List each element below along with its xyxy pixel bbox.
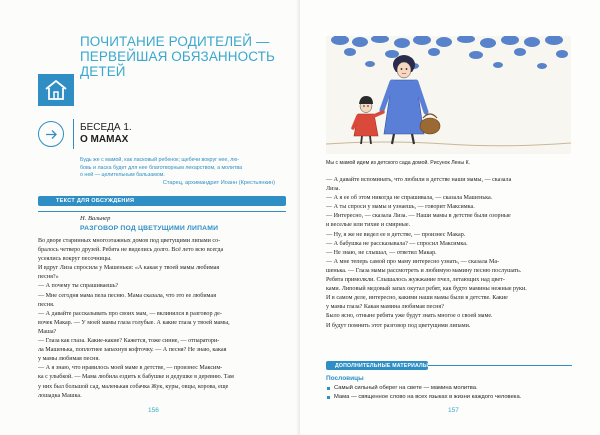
text-line: — Ну, я же не видел ее в детстве, — произнес Макар. xyxy=(326,231,466,238)
text-line: — А я знаю, что нравилось моей маме в детстве, — произнес Максим- xyxy=(38,365,223,372)
arrow-right-icon-circle xyxy=(38,121,64,147)
text-line: — А я ее об этом никогда не спрашивала, — сказала Машенька. xyxy=(326,195,493,202)
lesson-title xyxy=(80,122,132,146)
chapter-title xyxy=(80,34,290,79)
text-line: ка с улыбкой. — Мама любила ездить к бабушке и дедушке в деревню. Там xyxy=(38,374,234,381)
text-line: — Интересно, — сказала Лиза. — Наши мамы в детстве были озорные xyxy=(326,213,511,220)
list-item xyxy=(326,393,572,402)
arrow-right-icon xyxy=(45,128,58,141)
text-line: И будут помнить этот разговор под цветущими липами. xyxy=(326,322,471,329)
lesson-name: О МАМАХ xyxy=(80,134,129,145)
text-line: и веселые или тихие и смирные. xyxy=(326,222,411,229)
text-line: Маша? xyxy=(38,328,57,335)
section-divider xyxy=(38,211,286,212)
house-icon-box xyxy=(38,74,74,106)
epigraph-line: бовь и ласка будет для нее благотворным лекарством, а молитва xyxy=(80,164,243,171)
proverb-text: Мама — священное слово на всех языках в жизни каждого человека. xyxy=(334,394,522,400)
chapter-title-line: ПЕРВЕЙШАЯ ОБЯЗАННОСТЬ xyxy=(80,49,275,64)
text-line: — А бабушка не рассказывала? — спросил Максимка. xyxy=(326,240,468,247)
additional-materials-bar xyxy=(326,361,428,370)
text-line: у мамы глаза? Какая мамина любимая песня? xyxy=(326,304,444,311)
epigraph-line: Будь же с мамой, как ласковый ребенок; щебечи вокруг нее, лю- xyxy=(80,157,240,163)
chapter-title-line: ПОЧИТАНИЕ РОДИТЕЛЕЙ — xyxy=(80,34,270,49)
discussion-section-bar xyxy=(38,196,286,206)
proverbs-list xyxy=(326,384,572,402)
story-author: Н. Вальнер xyxy=(80,215,111,222)
text-line: — Не знаю, не слышал, — ответил Макар. xyxy=(326,249,437,256)
epigraph-line: о ней — целительным бальзамом. xyxy=(80,172,165,178)
epigraph xyxy=(80,157,285,180)
text-line: — Мне сегодня мама пела песню. Мама сказала, что это ее любимая xyxy=(38,292,216,299)
text-line: Во дворе старинных многоэтажных домов под цветущими липами со- xyxy=(38,238,221,244)
lesson-divider xyxy=(73,119,74,149)
left-body-text xyxy=(38,237,288,401)
text-line: бралось четверо друзей. Ребята не виделись долго. Всё лето всю всегда xyxy=(38,247,224,254)
bullet-icon xyxy=(327,396,330,399)
text-line: Лиза. xyxy=(326,186,341,193)
right-body-text xyxy=(326,176,572,331)
text-line: ками. Липовый медовый запах окутал ребят, как будто мамины нежные руки. xyxy=(326,286,527,293)
proverbs-heading: Пословицы xyxy=(326,375,364,382)
text-line: — Глаза как глаза. Какие-какие? Кажется, тоже синие, — отпаратори- xyxy=(38,338,220,345)
page-number: 156 xyxy=(148,407,159,414)
text-line: Ребята примолкли. Слышалось жужжание пчел, летающих над цвет- xyxy=(326,277,505,284)
drawing-mother-and-child xyxy=(326,36,571,154)
text-line: Было ясно, отныне ребята уже будут знать многое о своей маме. xyxy=(326,313,493,320)
story-title: РАЗГОВОР ПОД ЦВЕТУЩИМИ ЛИПАМИ xyxy=(80,225,219,232)
child-figure xyxy=(353,96,383,144)
discussion-section-label: ТЕКСТ ДЛЯ ОБСУЖДЕНИЯ xyxy=(56,197,135,204)
text-line: И вдруг Лиза спросила у Машеньки: «А какая у твоей мамы любимая xyxy=(38,265,220,272)
text-line: — А почему ты спрашиваешь? xyxy=(38,283,119,290)
text-line: И в самом деле, интересно, какими наши мамы были в детстве. Какие xyxy=(326,295,508,302)
additional-materials-label: ДОПОЛНИТЕЛЬНЫЕ МАТЕРИАЛЫ xyxy=(335,362,429,369)
house-icon xyxy=(44,78,68,102)
text-line: ла Машенька, поплотнее запахнув кофточку. — А песня? Не знаю, какая xyxy=(38,347,227,354)
text-line: лошадка Машка. xyxy=(38,392,82,399)
illustration-caption: Мы с мамой идем из детского сада домой. Рисунок Лены К. xyxy=(326,160,471,166)
text-line: вочек Макар. — У моей мамы глаза голубые. А какие глаза у твоей мамы, xyxy=(38,319,230,326)
text-line: песня?» xyxy=(38,274,59,281)
text-line: шенька. — Глаза мамы рассмотреть и любимую мамину песню послушать. xyxy=(326,267,522,274)
lesson-number: БЕСЕДА 1. xyxy=(80,122,132,133)
epigraph-author: Старец, архимандрит Иоанн (Крестьянкин) xyxy=(162,180,275,186)
list-item xyxy=(326,384,572,393)
text-line: — А давайте вспоминать, что любили в детстве наши мамы, — сказала xyxy=(326,177,512,183)
proverb-text: Самый сильный оберег на свете — мамина молитва. xyxy=(334,385,478,391)
mother-figure xyxy=(382,55,440,144)
child-drawing-illustration xyxy=(326,36,571,154)
chapter-title-line: ДЕТЕЙ xyxy=(80,64,126,79)
bullet-icon xyxy=(327,387,330,390)
text-line: — А мне теперь самой про маму интересно узнать, — сказала Ма- xyxy=(326,258,500,265)
text-line: у мамы любимая песня. xyxy=(38,356,100,363)
text-line: песня. xyxy=(38,301,55,308)
section-divider xyxy=(428,365,572,366)
text-line: у них был большой сад, маленькая собачка Жук, куры, овцы, корова, еще xyxy=(38,383,229,390)
page-number: 157 xyxy=(448,407,459,414)
text-line: усеялись вокруг песочницы. xyxy=(38,256,112,263)
text-line: — А ты спроси у мамы и узнаешь, — говорит Максимка. xyxy=(326,204,475,211)
text-line: — А давайте рассказывать про своих мам, — вклинился в разговор де- xyxy=(38,310,222,317)
